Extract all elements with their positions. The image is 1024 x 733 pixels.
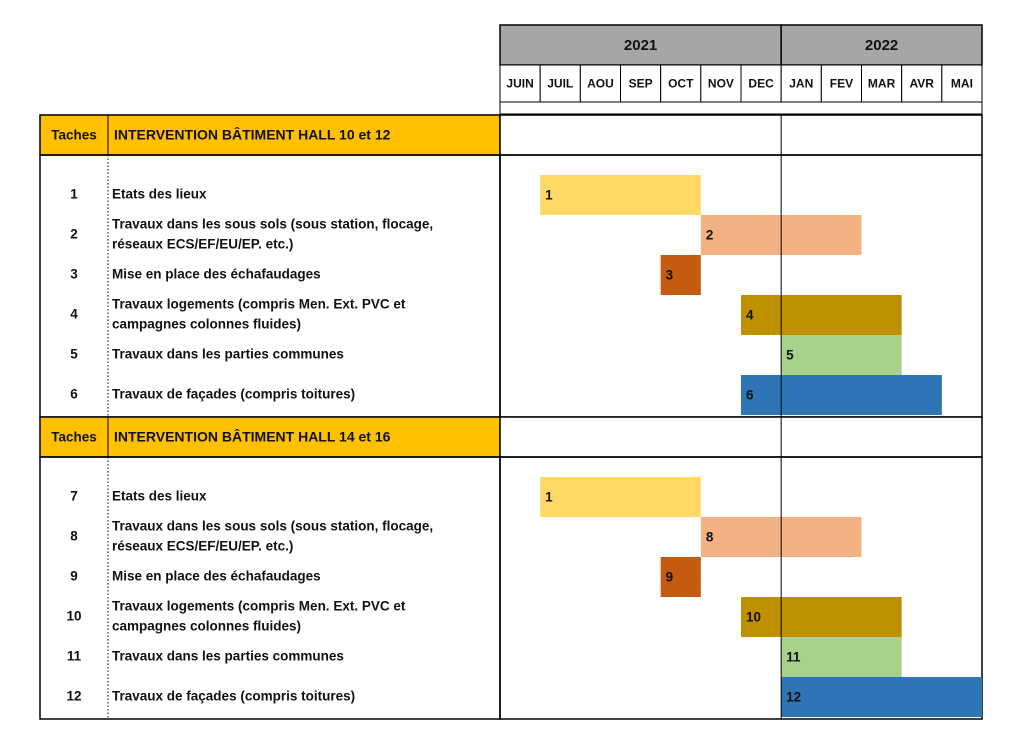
bar-label: 5 [786, 347, 794, 363]
bar-label: 1 [545, 187, 553, 203]
task-label: réseaux ECS/EF/EU/EP. etc.) [112, 538, 294, 554]
bar-label: 6 [746, 387, 754, 403]
month-label: OCT [668, 76, 694, 91]
section-header-timeline [500, 115, 982, 155]
bar-label: 9 [665, 569, 674, 585]
task-bar [741, 375, 942, 415]
task-number: 1 [70, 186, 78, 202]
task-label: Travaux dans les sous sols (sous station, flocage, [112, 518, 434, 534]
task-label: Travaux de façades (compris toitures) [112, 688, 356, 704]
month-label: MAI [950, 76, 973, 91]
bar-label: 2 [705, 227, 714, 243]
task-label: Travaux logements (compris Men. Ext. PVC et [112, 598, 406, 614]
month-label: MAR [867, 76, 896, 91]
task-bar [741, 597, 902, 637]
task-number: 2 [70, 226, 78, 242]
task-label: campagnes colonnes fluides) [112, 618, 302, 634]
month-label: NOV [707, 76, 734, 91]
task-bar [540, 477, 701, 517]
task-bar [781, 335, 902, 375]
month-label: JUIN [506, 76, 534, 91]
bar-label: 8 [705, 529, 714, 545]
task-number: 3 [70, 266, 78, 282]
task-label: Travaux dans les sous sols (sous station, flocage, [112, 216, 434, 232]
task-label: Etats des lieux [112, 488, 207, 504]
task-number: 11 [66, 648, 82, 664]
year-label: 2021 [623, 36, 658, 54]
section-header-taches: Taches [51, 127, 97, 143]
task-number: 8 [70, 528, 78, 544]
section-title: INTERVENTION BÂTIMENT HALL 14 et 16 [114, 428, 391, 445]
task-label: Travaux logements (compris Men. Ext. PVC et [112, 296, 406, 312]
task-number: 7 [70, 488, 78, 504]
bar-label: 1 [545, 489, 553, 505]
header-spacer [500, 102, 982, 114]
task-label: Travaux dans les parties communes [112, 346, 344, 362]
section-header-timeline [500, 417, 982, 457]
task-label: Travaux dans les parties communes [112, 648, 344, 664]
task-bar [540, 175, 701, 215]
task-label: Etats des lieux [112, 186, 207, 202]
task-number: 9 [70, 568, 78, 584]
month-label: FEV [829, 76, 854, 91]
month-label: AVR [909, 76, 934, 91]
month-label: JUIL [547, 76, 574, 91]
task-label: Travaux de façades (compris toitures) [112, 386, 356, 402]
bar-label: 4 [746, 307, 754, 323]
task-label: campagnes colonnes fluides) [112, 316, 302, 332]
bar-label: 12 [786, 689, 802, 705]
bar-label: 11 [786, 649, 801, 665]
task-number: 6 [70, 386, 78, 402]
year-label: 2022 [864, 36, 899, 54]
task-label: Mise en place des échafaudages [112, 568, 321, 584]
task-bar [781, 677, 982, 717]
task-number: 5 [70, 346, 78, 362]
task-number: 4 [70, 306, 78, 322]
task-list-frame [40, 457, 500, 719]
task-label: réseaux ECS/EF/EU/EP. etc.) [112, 236, 294, 252]
task-list-frame [40, 155, 500, 417]
task-bar [741, 295, 902, 335]
month-label: DEC [748, 76, 774, 91]
month-label: JAN [789, 76, 814, 91]
task-number: 12 [66, 688, 82, 704]
task-number: 10 [66, 608, 82, 624]
bar-label: 3 [665, 267, 674, 283]
month-label: SEP [628, 76, 653, 91]
month-label: AOU [587, 76, 614, 91]
bar-label: 10 [746, 609, 762, 625]
section-title: INTERVENTION BÂTIMENT HALL 10 et 12 [114, 126, 391, 143]
section-header-taches: Taches [51, 429, 97, 445]
task-label: Mise en place des échafaudages [112, 266, 321, 282]
